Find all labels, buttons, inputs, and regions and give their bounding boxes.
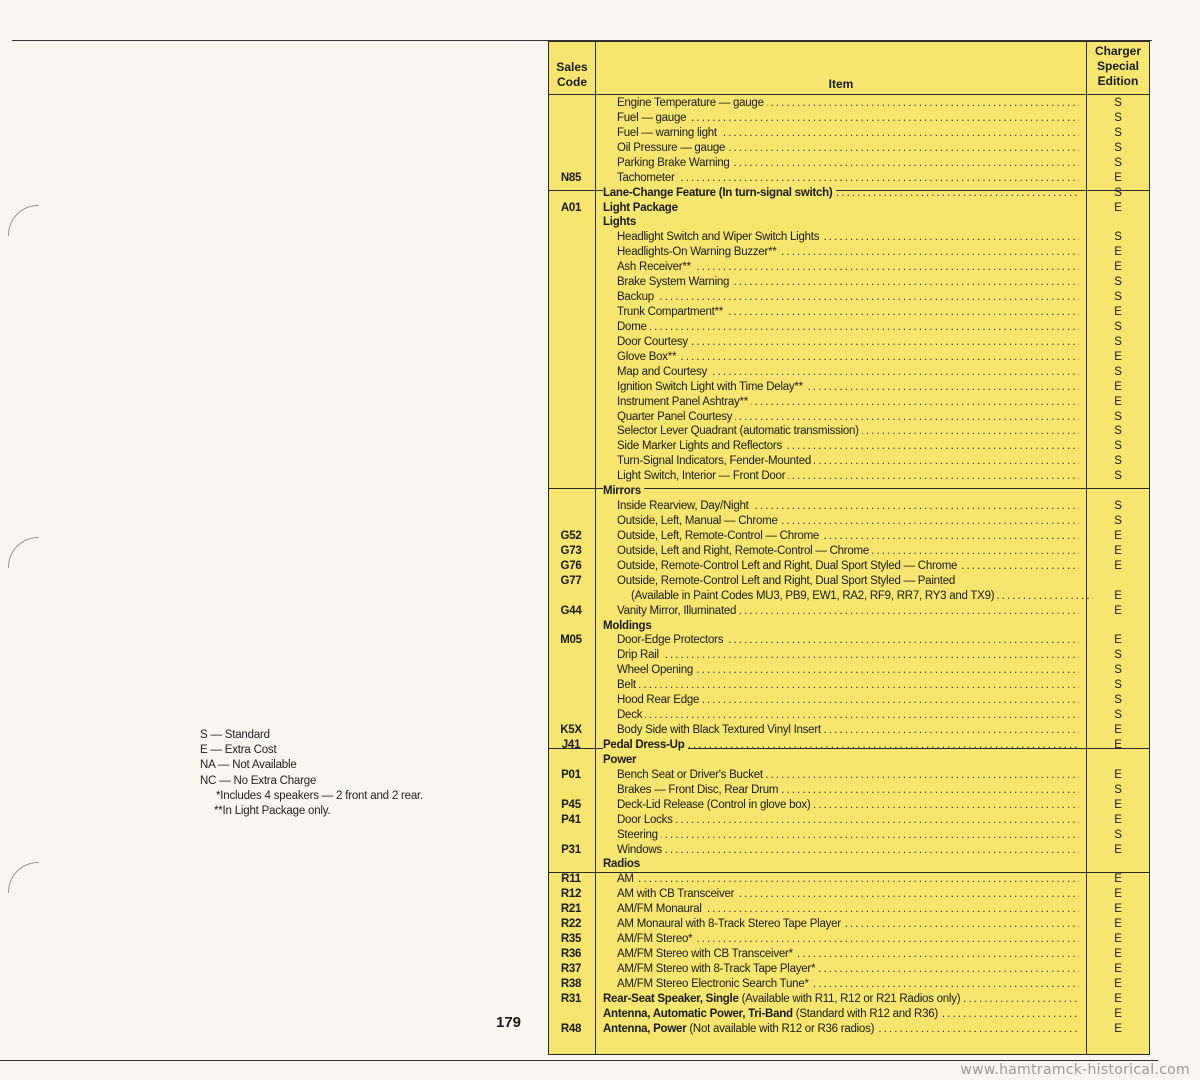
- page-number: 179: [496, 1014, 522, 1031]
- edition-availability: E: [1114, 350, 1122, 363]
- item-label: Quarter Panel Courtesy: [617, 410, 733, 423]
- edition-availability: E: [1114, 634, 1122, 647]
- item-description: [617, 275, 1079, 290]
- item-label: Lights: [603, 216, 636, 229]
- sales-code: G44: [560, 604, 582, 617]
- item-label: AM with CB Transceiver: [617, 888, 735, 901]
- table-row: [549, 439, 1149, 454]
- edition-availability: S: [1114, 410, 1122, 423]
- table-row: [549, 171, 1149, 186]
- item-description: [603, 992, 1079, 1007]
- item-label: Deck-Lid Release (Control in glove box): [617, 798, 811, 811]
- bottom-rule: [0, 1060, 1158, 1061]
- item-description: [617, 798, 1079, 813]
- item-note: (Standard with R12 and R36): [792, 1007, 938, 1020]
- item-description: [617, 320, 1079, 335]
- table-row: [549, 544, 1149, 559]
- item-description: [603, 215, 1079, 230]
- table-row: [549, 798, 1149, 813]
- item-description: [617, 962, 1079, 977]
- table-row: [549, 215, 1149, 230]
- edition-availability: E: [1114, 918, 1122, 931]
- binder-hole-mark: [8, 537, 39, 568]
- item-description: [617, 604, 1079, 619]
- table-row: [549, 260, 1149, 275]
- item-label: (Available in Paint Codes MU3, PB9, EW1, RA2, RF9, RR7, RY3 and TX9): [631, 589, 995, 602]
- sales-code: P31: [561, 843, 581, 856]
- item-label: Light Package: [603, 201, 678, 214]
- sales-code: G52: [560, 529, 582, 542]
- item-description: [617, 290, 1079, 305]
- sales-code: G73: [560, 544, 582, 557]
- sales-code: M05: [560, 634, 582, 647]
- item-note: (Available with R11, R12 or R21 Radios only): [738, 992, 961, 1005]
- sales-code: R31: [560, 992, 582, 1005]
- item-label: Steering: [617, 828, 658, 841]
- sales-code: R21: [560, 903, 582, 916]
- item-description: [617, 335, 1079, 350]
- item-note: (Not available with R12 or R36 radios): [686, 1022, 875, 1035]
- table-row: [549, 350, 1149, 365]
- item-label: Belt: [617, 679, 636, 692]
- item-label: Side Marker Lights and Reflectors: [617, 440, 782, 453]
- legend-line: S — Standard: [200, 729, 270, 741]
- edition-availability: S: [1114, 694, 1122, 707]
- item-description: [617, 902, 1079, 917]
- edition-availability: S: [1114, 111, 1122, 124]
- table-row: [549, 156, 1149, 171]
- item-description: [617, 872, 1079, 887]
- item-description: [617, 350, 1079, 365]
- item-description: [617, 663, 1079, 678]
- binder-hole-mark: [8, 862, 39, 893]
- sales-code: R22: [560, 918, 582, 931]
- item-label: AM/FM Monaural: [617, 903, 702, 916]
- item-label: Light Switch, Interior — Front Door: [617, 470, 786, 483]
- item-label: Engine Temperature — gauge: [617, 97, 764, 109]
- edition-availability: S: [1114, 664, 1122, 677]
- sales-code: R38: [560, 977, 582, 990]
- table-row: [549, 574, 1149, 589]
- item-description: [617, 693, 1079, 708]
- sales-code: R37: [560, 962, 582, 975]
- table-row: [549, 992, 1149, 1007]
- item-description: [617, 648, 1079, 663]
- item-label: Hood Rear Edge: [617, 694, 700, 707]
- item-description: [617, 245, 1079, 260]
- edition-availability: E: [1114, 604, 1122, 617]
- table-row: [549, 380, 1149, 395]
- edition-availability: E: [1114, 992, 1122, 1005]
- item-description: [617, 395, 1079, 410]
- table-row: [549, 365, 1149, 380]
- table-row: [549, 141, 1149, 156]
- table-row: [549, 559, 1149, 574]
- table-row: [549, 962, 1149, 977]
- table-row: [549, 723, 1149, 738]
- table-row: [549, 813, 1149, 828]
- item-label: AM Monaural with 8-Track Stereo Tape Player: [617, 918, 841, 931]
- edition-availability: E: [1114, 903, 1122, 916]
- edition-availability: S: [1114, 186, 1122, 199]
- item-description: [617, 141, 1079, 156]
- edition-availability: E: [1114, 768, 1122, 781]
- item-description: [617, 529, 1079, 544]
- item-label: Power: [603, 753, 637, 766]
- item-description: [617, 947, 1079, 962]
- table-row: [549, 947, 1149, 962]
- legend-line: NA — Not Available: [200, 759, 297, 772]
- item-label: Parking Brake Warning: [617, 156, 730, 169]
- item-label: Antenna, Power: [603, 1022, 687, 1035]
- edition-availability: S: [1114, 335, 1122, 348]
- item-label: Outside, Remote-Control Left and Right, Dual Sport Styled — Painted: [617, 574, 956, 587]
- item-label: Bench Seat or Driver's Bucket: [617, 768, 763, 781]
- edition-availability: S: [1114, 679, 1122, 692]
- item-label: Vanity Mirror, Illuminated: [617, 604, 737, 617]
- item-description: [617, 574, 1079, 589]
- sales-code: P45: [561, 798, 581, 811]
- item-description: [617, 514, 1079, 529]
- item-label: Dome: [617, 320, 647, 333]
- table-row: [549, 857, 1149, 872]
- edition-availability: E: [1114, 380, 1122, 393]
- table-row: [549, 783, 1149, 798]
- table-row: [549, 499, 1149, 514]
- item-description: [617, 768, 1079, 783]
- item-description: [617, 454, 1079, 469]
- table-row: [549, 977, 1149, 992]
- edition-availability: E: [1114, 724, 1122, 737]
- header-divider: [549, 94, 1149, 95]
- sales-code: J41: [561, 738, 581, 751]
- table-row: [549, 275, 1149, 290]
- item-description: [617, 126, 1079, 141]
- edition-availability: E: [1114, 589, 1122, 602]
- table-row: [549, 619, 1149, 634]
- item-description: [603, 1007, 1079, 1022]
- item-label: Windows: [617, 843, 662, 856]
- edition-availability: E: [1114, 201, 1122, 214]
- item-label: Turn-Signal Indicators, Fender-Mounted: [617, 455, 811, 468]
- sales-code: P01: [561, 768, 581, 781]
- edition-availability: E: [1114, 246, 1122, 259]
- item-label: Glove Box**: [617, 350, 677, 363]
- item-description: [617, 828, 1079, 843]
- item-label: Inside Rearview, Day/Night: [617, 500, 749, 513]
- table-row: [549, 887, 1149, 902]
- edition-availability: S: [1114, 276, 1122, 289]
- item-label: Brakes — Front Disc, Rear Drum: [617, 783, 779, 796]
- item-description: [617, 843, 1079, 858]
- item-label: Body Side with Black Textured Vinyl Insert: [617, 724, 821, 737]
- table-row: [549, 410, 1149, 425]
- item-description: [603, 619, 1079, 634]
- table-row: [549, 828, 1149, 843]
- table-row: [549, 738, 1149, 753]
- edition-availability: E: [1114, 888, 1122, 901]
- item-description: [617, 260, 1079, 275]
- table-row: [549, 514, 1149, 529]
- item-label: Antenna, Automatic Power, Tri-Band: [603, 1007, 793, 1020]
- item-label: Headlight Switch and Wiper Switch Lights: [617, 231, 820, 244]
- table-row: [549, 589, 1149, 604]
- legend-line: **In Light Package only.: [214, 805, 331, 818]
- edition-availability: E: [1114, 977, 1122, 990]
- item-description: [617, 365, 1079, 380]
- edition-availability: S: [1114, 365, 1122, 378]
- item-description: [617, 171, 1079, 186]
- item-label: Radios: [603, 858, 640, 871]
- item-description: [617, 230, 1079, 245]
- edition-availability: S: [1114, 440, 1122, 453]
- edition-availability: E: [1114, 544, 1122, 557]
- item-description: [603, 753, 1079, 768]
- edition-availability: E: [1114, 395, 1122, 408]
- edition-availability: S: [1114, 156, 1122, 169]
- item-label: Drip Rail: [617, 649, 659, 662]
- table-row: [549, 469, 1149, 484]
- item-description: [617, 917, 1079, 932]
- item-label: Wheel Opening: [617, 664, 694, 677]
- item-label: Outside, Remote-Control Left and Right, Dual Sport Styled — Chrome: [617, 559, 958, 572]
- edition-availability: S: [1114, 515, 1122, 528]
- item-description: [617, 469, 1079, 484]
- item-description: [603, 201, 1079, 216]
- item-description: [617, 678, 1079, 693]
- item-label: Fuel — warning light: [617, 126, 717, 139]
- item-label: Selector Lever Quadrant (automatic transmission): [617, 425, 859, 438]
- table-row: [549, 902, 1149, 917]
- item-label: Moldings: [603, 619, 652, 632]
- edition-availability: S: [1114, 709, 1122, 722]
- edition-availability: E: [1114, 798, 1122, 811]
- item-label: Ignition Switch Light with Time Delay**: [617, 380, 803, 393]
- item-label: Deck: [617, 709, 643, 722]
- sales-code: R35: [560, 933, 582, 946]
- edition-availability: S: [1114, 425, 1122, 438]
- table-row: [549, 290, 1149, 305]
- edition-availability: E: [1114, 843, 1122, 856]
- edition-availability: S: [1114, 500, 1122, 513]
- item-label: Trunk Compartment**: [617, 306, 724, 319]
- table-row: [549, 604, 1149, 619]
- edition-availability: E: [1114, 933, 1122, 946]
- item-description: [617, 305, 1079, 320]
- table-row: [549, 424, 1149, 439]
- table-row: [549, 693, 1149, 708]
- table-row: [549, 335, 1149, 350]
- header-sales-code: Sales Code: [556, 60, 588, 89]
- legend-line: NC — No Extra Charge: [200, 774, 317, 787]
- edition-availability: E: [1114, 1022, 1122, 1035]
- item-description: [617, 977, 1079, 992]
- table-row: [549, 678, 1149, 693]
- sales-code: R11: [561, 873, 581, 886]
- item-description: [603, 186, 1079, 201]
- table-row: [549, 201, 1149, 216]
- item-label: Headlights-On Warning Buzzer**: [617, 246, 777, 259]
- item-label: Brake System Warning: [617, 276, 730, 289]
- item-description: [603, 1022, 1079, 1037]
- edition-availability: E: [1114, 948, 1122, 960]
- sales-code: R36: [560, 948, 582, 960]
- item-label: Lane-Change Feature (In turn-signal switch): [603, 186, 833, 199]
- table-row: [549, 529, 1149, 544]
- item-description: [617, 410, 1079, 425]
- item-description: [617, 633, 1079, 648]
- edition-availability: S: [1114, 828, 1122, 841]
- edition-availability: E: [1114, 962, 1122, 975]
- item-description: [617, 111, 1079, 126]
- table-row: [549, 320, 1149, 335]
- table-row: [549, 305, 1149, 320]
- table-row: [549, 186, 1149, 201]
- item-description: [617, 723, 1079, 738]
- item-description: [617, 439, 1079, 454]
- item-label: Mirrors: [603, 485, 641, 498]
- item-description: [617, 544, 1079, 559]
- legend-line: E — Extra Cost: [200, 744, 277, 757]
- item-description: [617, 887, 1079, 902]
- item-description: [617, 424, 1079, 439]
- edition-availability: S: [1114, 649, 1122, 662]
- edition-availability: S: [1114, 141, 1122, 154]
- sales-code: R48: [560, 1022, 582, 1035]
- item-description: [617, 499, 1079, 514]
- edition-availability: E: [1114, 559, 1122, 572]
- watermark: www.hamtramck-historical.com: [960, 1062, 1190, 1078]
- sales-code: R12: [560, 888, 582, 901]
- options-table: [548, 41, 1150, 1055]
- item-description: [603, 857, 1079, 872]
- table-row: [549, 872, 1149, 887]
- item-label: AM: [617, 873, 634, 886]
- item-label: Door Courtesy: [617, 335, 688, 348]
- edition-availability: S: [1114, 320, 1122, 333]
- item-label: Map and Courtesy: [617, 365, 707, 378]
- item-label: Backup: [617, 291, 654, 304]
- sales-code: K5X: [560, 724, 582, 737]
- item-label: Oil Pressure — gauge: [617, 141, 726, 154]
- item-label: Outside, Left and Right, Remote-Control — Chrome: [617, 544, 869, 557]
- item-label: Door Locks: [617, 813, 673, 826]
- item-label: AM/FM Stereo Electronic Search Tune*: [617, 977, 809, 990]
- edition-availability: E: [1114, 1007, 1122, 1020]
- table-row: [549, 663, 1149, 678]
- table-row: [549, 245, 1149, 260]
- edition-availability: E: [1114, 261, 1122, 274]
- item-label: Outside, Left, Manual — Chrome: [617, 515, 778, 528]
- item-label: Ash Receiver**: [617, 261, 691, 274]
- item-description: [617, 96, 1079, 111]
- edition-availability: S: [1114, 291, 1122, 304]
- edition-availability: S: [1114, 470, 1122, 483]
- table-row: [549, 708, 1149, 723]
- item-description: [617, 813, 1079, 828]
- legend-line: *Includes 4 speakers — 2 front and 2 rear.: [216, 789, 424, 802]
- item-description: [617, 932, 1079, 947]
- table-row: [549, 648, 1149, 663]
- item-label: Tachometer: [617, 171, 675, 184]
- table-row: [549, 96, 1149, 111]
- edition-availability: S: [1114, 455, 1122, 468]
- table-row: [549, 917, 1149, 932]
- item-description: [617, 783, 1079, 798]
- table-row: [549, 1007, 1149, 1022]
- header-edition: Charger Special Edition: [1094, 44, 1141, 88]
- table-row: [549, 111, 1149, 126]
- table-row: [549, 126, 1149, 141]
- table-row: [549, 484, 1149, 499]
- sales-code: N85: [560, 171, 582, 184]
- edition-availability: S: [1114, 231, 1122, 244]
- table-row: [549, 230, 1149, 245]
- table-row: [549, 633, 1149, 648]
- item-label: AM/FM Stereo with 8-Track Tape Player*: [617, 962, 816, 975]
- legend: [200, 728, 423, 819]
- sales-code: G77: [560, 574, 582, 587]
- item-label: Door-Edge Protectors: [617, 634, 724, 647]
- edition-availability: E: [1114, 171, 1122, 184]
- item-description: [617, 380, 1079, 395]
- table-row: [549, 395, 1149, 410]
- edition-availability: E: [1114, 306, 1122, 319]
- item-label: AM/FM Stereo*: [617, 933, 693, 946]
- item-description: [617, 708, 1079, 723]
- item-label: Instrument Panel Ashtray**: [617, 395, 748, 408]
- table-row: [549, 454, 1149, 469]
- table-row: [549, 768, 1149, 783]
- edition-availability: S: [1114, 126, 1122, 139]
- table-row: [549, 753, 1149, 768]
- item-label: AM/FM Stereo with CB Transceiver*: [617, 948, 793, 960]
- item-label: Rear-Seat Speaker, Single: [603, 992, 739, 1005]
- sales-code: A01: [560, 201, 582, 214]
- item-description: [603, 484, 1079, 499]
- binder-hole-mark: [8, 205, 39, 236]
- edition-availability: E: [1114, 529, 1122, 542]
- edition-availability: S: [1114, 97, 1122, 109]
- table-row: [549, 1022, 1149, 1037]
- sales-code: P41: [561, 813, 581, 826]
- item-label: Outside, Left, Remote-Control — Chrome: [617, 529, 820, 542]
- sales-code: G76: [560, 559, 582, 572]
- header-item: Item: [828, 77, 854, 91]
- edition-availability: E: [1114, 738, 1122, 751]
- edition-availability: E: [1114, 873, 1122, 886]
- item-label: Pedal Dress-Up: [603, 738, 685, 751]
- item-description: [603, 738, 1079, 753]
- edition-availability: S: [1114, 783, 1122, 796]
- item-description: [631, 589, 1093, 604]
- table-row: [549, 843, 1149, 858]
- item-description: [617, 156, 1079, 171]
- table-row: [549, 932, 1149, 947]
- item-description: [617, 559, 1079, 574]
- item-label: Fuel — gauge: [617, 111, 687, 124]
- edition-availability: E: [1114, 813, 1122, 826]
